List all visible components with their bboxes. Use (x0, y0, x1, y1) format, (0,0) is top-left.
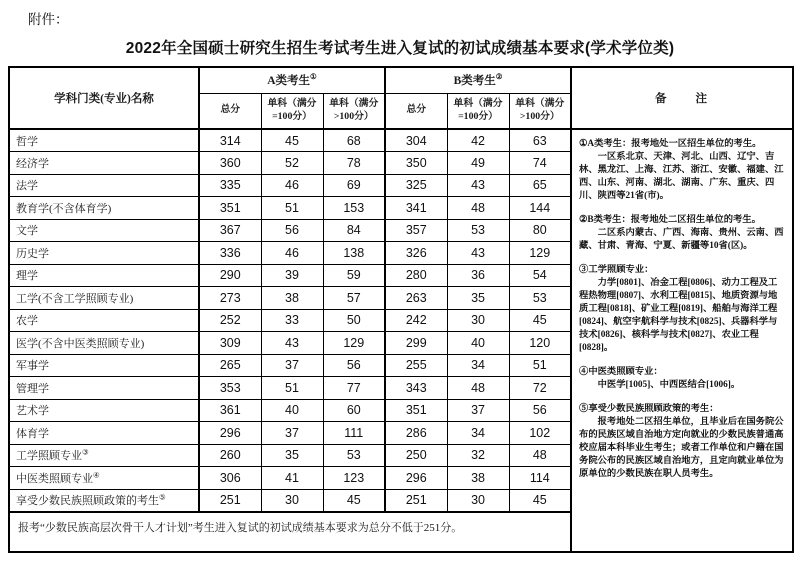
score-b-single-100: 40 (447, 332, 509, 355)
subject-name (9, 489, 199, 512)
score-b-total: 304 (385, 129, 447, 152)
score-a-total: 252 (199, 309, 261, 332)
score-b-single-gt100: 45 (509, 489, 571, 512)
group-b-label: B类考生 (453, 75, 496, 88)
score-b-total: 343 (385, 377, 447, 400)
subject-name (9, 422, 199, 445)
score-b-single-gt100: 53 (509, 287, 571, 310)
remark-lead-line: ⑤享受少数民族照顾政策的考生： (579, 404, 719, 415)
subject-name-text: 享受少数民族照顾政策的考生 (16, 495, 159, 507)
score-a-total: 309 (199, 332, 261, 355)
score-a-single-100: 43 (261, 332, 323, 355)
score-b-single-100: 43 (447, 242, 509, 265)
subject-name (9, 287, 199, 310)
score-a-total: 367 (199, 219, 261, 242)
score-a-single-100: 46 (261, 242, 323, 265)
score-b-total: 242 (385, 309, 447, 332)
group-b-footnote-mark: ② (495, 72, 503, 82)
subject-name (9, 309, 199, 332)
score-b-total: 296 (385, 467, 447, 490)
score-a-single-gt100: 57 (323, 287, 385, 310)
subject-name-text: 体育学 (16, 427, 49, 440)
subject-name (9, 264, 199, 287)
subject-footnote-mark: ④ (93, 470, 100, 480)
score-b-total: 341 (385, 197, 447, 220)
footer-note: 报考“少数民族高层次骨干人才计划”考生进入复试的初试成绩基本要求为总分不低于251分。 (9, 512, 571, 552)
score-a-total: 260 (199, 444, 261, 467)
remark-paragraph: 二区系内蒙古、广西、海南、贵州、云南、西藏、甘肃、青海、宁夏、新疆等10省(区)。 (579, 228, 784, 252)
score-a-total: 353 (199, 377, 261, 400)
score-a-total: 296 (199, 422, 261, 445)
header-group-b (385, 67, 571, 93)
score-b-single-100: 48 (447, 377, 509, 400)
score-a-total: 351 (199, 197, 261, 220)
score-a-single-100: 51 (261, 377, 323, 400)
score-a-single-100: 56 (261, 219, 323, 242)
score-a-single-gt100: 68 (323, 129, 385, 152)
score-a-single-100: 45 (261, 129, 323, 152)
score-a-total: 251 (199, 489, 261, 512)
score-a-single-gt100: 53 (323, 444, 385, 467)
remark-paragraph: 力学[0801]、冶金工程[0806]、动力工程及工程热物理[0807]、水利工程[0815]、地质资源与地质工程[0818]、矿业工程[0819]、船舶与海洋工程[0824]、航空宇航科学与技术[0825]、兵器科学与技术[0826]、核科学与技术[0827]、农业工程[0828]。 (579, 278, 778, 354)
header-subject: 学科门类(专业)名称 (9, 67, 199, 129)
score-b-single-100: 30 (447, 489, 509, 512)
subject-name-text: 农学 (16, 315, 38, 328)
subject-name-text: 中医类照顾专业 (16, 472, 93, 485)
score-b-total: 255 (385, 354, 447, 377)
score-table (8, 66, 794, 553)
subject-name (9, 197, 199, 220)
score-a-single-100: 35 (261, 444, 323, 467)
remarks-cell (571, 129, 793, 552)
header-line1: 单科（满分 (267, 98, 317, 110)
header-a-single-gt100 (323, 93, 385, 129)
score-a-single-gt100: 77 (323, 377, 385, 400)
score-a-single-gt100: 56 (323, 354, 385, 377)
attachment-label: 附件： (28, 12, 69, 27)
score-b-single-gt100: 120 (509, 332, 571, 355)
header-remark: 备 注 (571, 67, 793, 129)
group-a-footnote-mark: ① (310, 72, 317, 82)
subject-name-text: 教育学(不含体育学) (16, 202, 112, 215)
remark-section (579, 403, 786, 481)
score-a-total: 360 (199, 152, 261, 175)
score-a-total: 335 (199, 174, 261, 197)
score-a-single-gt100: 59 (323, 264, 385, 287)
score-a-single-100: 51 (261, 197, 323, 220)
subject-name (9, 174, 199, 197)
score-a-single-100: 33 (261, 309, 323, 332)
score-a-total: 273 (199, 287, 261, 310)
subject-name-text: 管理学 (16, 382, 49, 395)
score-b-single-100: 32 (447, 444, 509, 467)
header-group-a (199, 67, 385, 93)
score-a-single-100: 41 (261, 467, 323, 490)
score-b-single-100: 34 (447, 354, 509, 377)
score-b-total: 286 (385, 422, 447, 445)
subject-name-text: 理学 (16, 270, 38, 283)
score-a-total: 361 (199, 399, 261, 422)
score-b-single-gt100: 129 (509, 242, 571, 265)
header-line1: 单科（满分 (453, 98, 503, 110)
score-b-single-100: 48 (447, 197, 509, 220)
remark-paragraph: 中医学[1005]、中西医结合[1006]。 (597, 380, 741, 391)
score-a-single-gt100: 111 (323, 422, 385, 445)
subject-name-text: 哲学 (16, 135, 38, 148)
score-b-total: 325 (385, 174, 447, 197)
score-b-total: 350 (385, 152, 447, 175)
header-a-total: 总分 (199, 93, 261, 129)
score-b-single-100: 43 (447, 174, 509, 197)
score-b-single-100: 38 (447, 467, 509, 490)
score-a-total: 314 (199, 129, 261, 152)
score-a-single-100: 30 (261, 489, 323, 512)
header-b-total: 总分 (385, 93, 447, 129)
score-a-single-100: 40 (261, 399, 323, 422)
subject-name-text: 军事学 (16, 360, 49, 373)
header-line2: =100分） (458, 110, 498, 122)
score-b-single-gt100: 80 (509, 219, 571, 242)
score-b-single-100: 37 (447, 399, 509, 422)
score-b-single-gt100: 65 (509, 174, 571, 197)
score-b-single-gt100: 114 (509, 467, 571, 490)
score-a-single-gt100: 129 (323, 332, 385, 355)
subject-name-text: 历史学 (16, 247, 49, 260)
score-a-single-100: 37 (261, 422, 323, 445)
score-a-single-gt100: 78 (323, 152, 385, 175)
subject-name (9, 129, 199, 152)
header-a-single-100 (261, 93, 323, 129)
score-a-single-100: 37 (261, 354, 323, 377)
score-a-total: 336 (199, 242, 261, 265)
header-line2: =100分） (272, 110, 312, 122)
score-b-total: 280 (385, 264, 447, 287)
subject-name (9, 354, 199, 377)
remark-lead-line: ②B类考生：报考地处二区招生单位的考生。 (579, 215, 761, 226)
score-table-body (9, 129, 793, 552)
subject-name (9, 399, 199, 422)
subject-footnote-mark: ③ (82, 447, 89, 457)
header-line1: 单科（满分 (329, 98, 379, 110)
subject-name-text: 法学 (16, 180, 38, 193)
score-b-single-100: 30 (447, 309, 509, 332)
remark-lead-line: ④中医类照顾专业： (579, 367, 663, 378)
subject-footnote-mark: ⑤ (159, 492, 166, 502)
score-a-single-100: 46 (261, 174, 323, 197)
header-row-groups (9, 67, 793, 93)
score-a-single-gt100: 60 (323, 399, 385, 422)
subject-name-text: 文学 (16, 225, 38, 238)
subject-name-text: 工学(不含工学照顾专业) (16, 292, 134, 305)
score-b-single-gt100: 102 (509, 422, 571, 445)
score-b-single-100: 49 (447, 152, 509, 175)
subject-name (9, 332, 199, 355)
subject-name (9, 219, 199, 242)
score-a-single-gt100: 69 (323, 174, 385, 197)
score-b-single-gt100: 74 (509, 152, 571, 175)
score-b-single-gt100: 54 (509, 264, 571, 287)
subject-name (9, 377, 199, 400)
score-a-single-100: 39 (261, 264, 323, 287)
score-b-total: 357 (385, 219, 447, 242)
header-line2: >100分） (519, 110, 560, 122)
remark-section (579, 214, 786, 253)
score-a-total: 306 (199, 467, 261, 490)
score-a-single-gt100: 153 (323, 197, 385, 220)
score-a-single-100: 38 (261, 287, 323, 310)
page-title: 2022年全国硕士研究生招生考试考生进入复试的初试成绩基本要求(学术学位类) (125, 40, 675, 57)
score-a-single-gt100: 45 (323, 489, 385, 512)
subject-name-text: 经济学 (16, 157, 49, 170)
score-b-single-gt100: 72 (509, 377, 571, 400)
header-b-single-gt100 (509, 93, 571, 129)
subject-name-text: 艺术学 (16, 405, 49, 418)
remark-section (579, 366, 786, 392)
score-b-single-gt100: 51 (509, 354, 571, 377)
score-b-total: 263 (385, 287, 447, 310)
score-a-total: 290 (199, 264, 261, 287)
score-a-single-gt100: 138 (323, 242, 385, 265)
score-b-single-100: 42 (447, 129, 509, 152)
score-b-total: 250 (385, 444, 447, 467)
header-line2: >100分） (333, 110, 374, 122)
score-b-single-gt100: 144 (509, 197, 571, 220)
score-b-single-gt100: 56 (509, 399, 571, 422)
remark-paragraph: 报考地处二区招生单位，且毕业后在国务院公布的民族区域自治地方定向就业的少数民族普通高校应届本科毕业生考生；或者工作单位和户籍在国务院公布的民族区域自治地方，且定向就业单位为原单位的少数民族在职人员考生。 (579, 417, 784, 480)
group-a-label: A类考生 (267, 75, 311, 88)
remark-section (579, 264, 786, 355)
score-b-single-100: 35 (447, 287, 509, 310)
remark-paragraph: 一区系北京、天津、河北、山西、辽宁、吉林、黑龙江、上海、江苏、浙江、安徽、福建、江西、山东、河南、湖北、湖南、广东、重庆、四川、陕西等21省(市)。 (579, 152, 784, 202)
score-b-single-100: 53 (447, 219, 509, 242)
score-b-single-gt100: 48 (509, 444, 571, 467)
score-table-head (9, 67, 793, 129)
subject-name-text: 医学(不含中医类照顾专业) (16, 337, 145, 350)
subject-name (9, 242, 199, 265)
score-b-total: 251 (385, 489, 447, 512)
score-a-total: 265 (199, 354, 261, 377)
score-b-total: 299 (385, 332, 447, 355)
score-b-single-gt100: 45 (509, 309, 571, 332)
score-b-total: 351 (385, 399, 447, 422)
header-line1: 单科（满分 (515, 98, 565, 110)
score-b-total: 326 (385, 242, 447, 265)
subject-name-text: 工学照顾专业 (16, 450, 82, 463)
remark-lead-line: ①A类考生：报考地处一区招生单位的考生。 (579, 139, 762, 149)
remark-lead-line: ③工学照顾专业： (579, 265, 654, 276)
subject-name (9, 444, 199, 467)
header-b-single-100 (447, 93, 509, 129)
score-b-single-gt100: 63 (509, 129, 571, 152)
score-b-single-100: 36 (447, 264, 509, 287)
table-row (9, 129, 793, 152)
score-a-single-gt100: 84 (323, 219, 385, 242)
subject-name (9, 467, 199, 490)
score-a-single-gt100: 123 (323, 467, 385, 490)
score-b-single-100: 34 (447, 422, 509, 445)
remark-section (579, 138, 786, 203)
score-a-single-100: 52 (261, 152, 323, 175)
subject-name (9, 152, 199, 175)
score-a-single-gt100: 50 (323, 309, 385, 332)
